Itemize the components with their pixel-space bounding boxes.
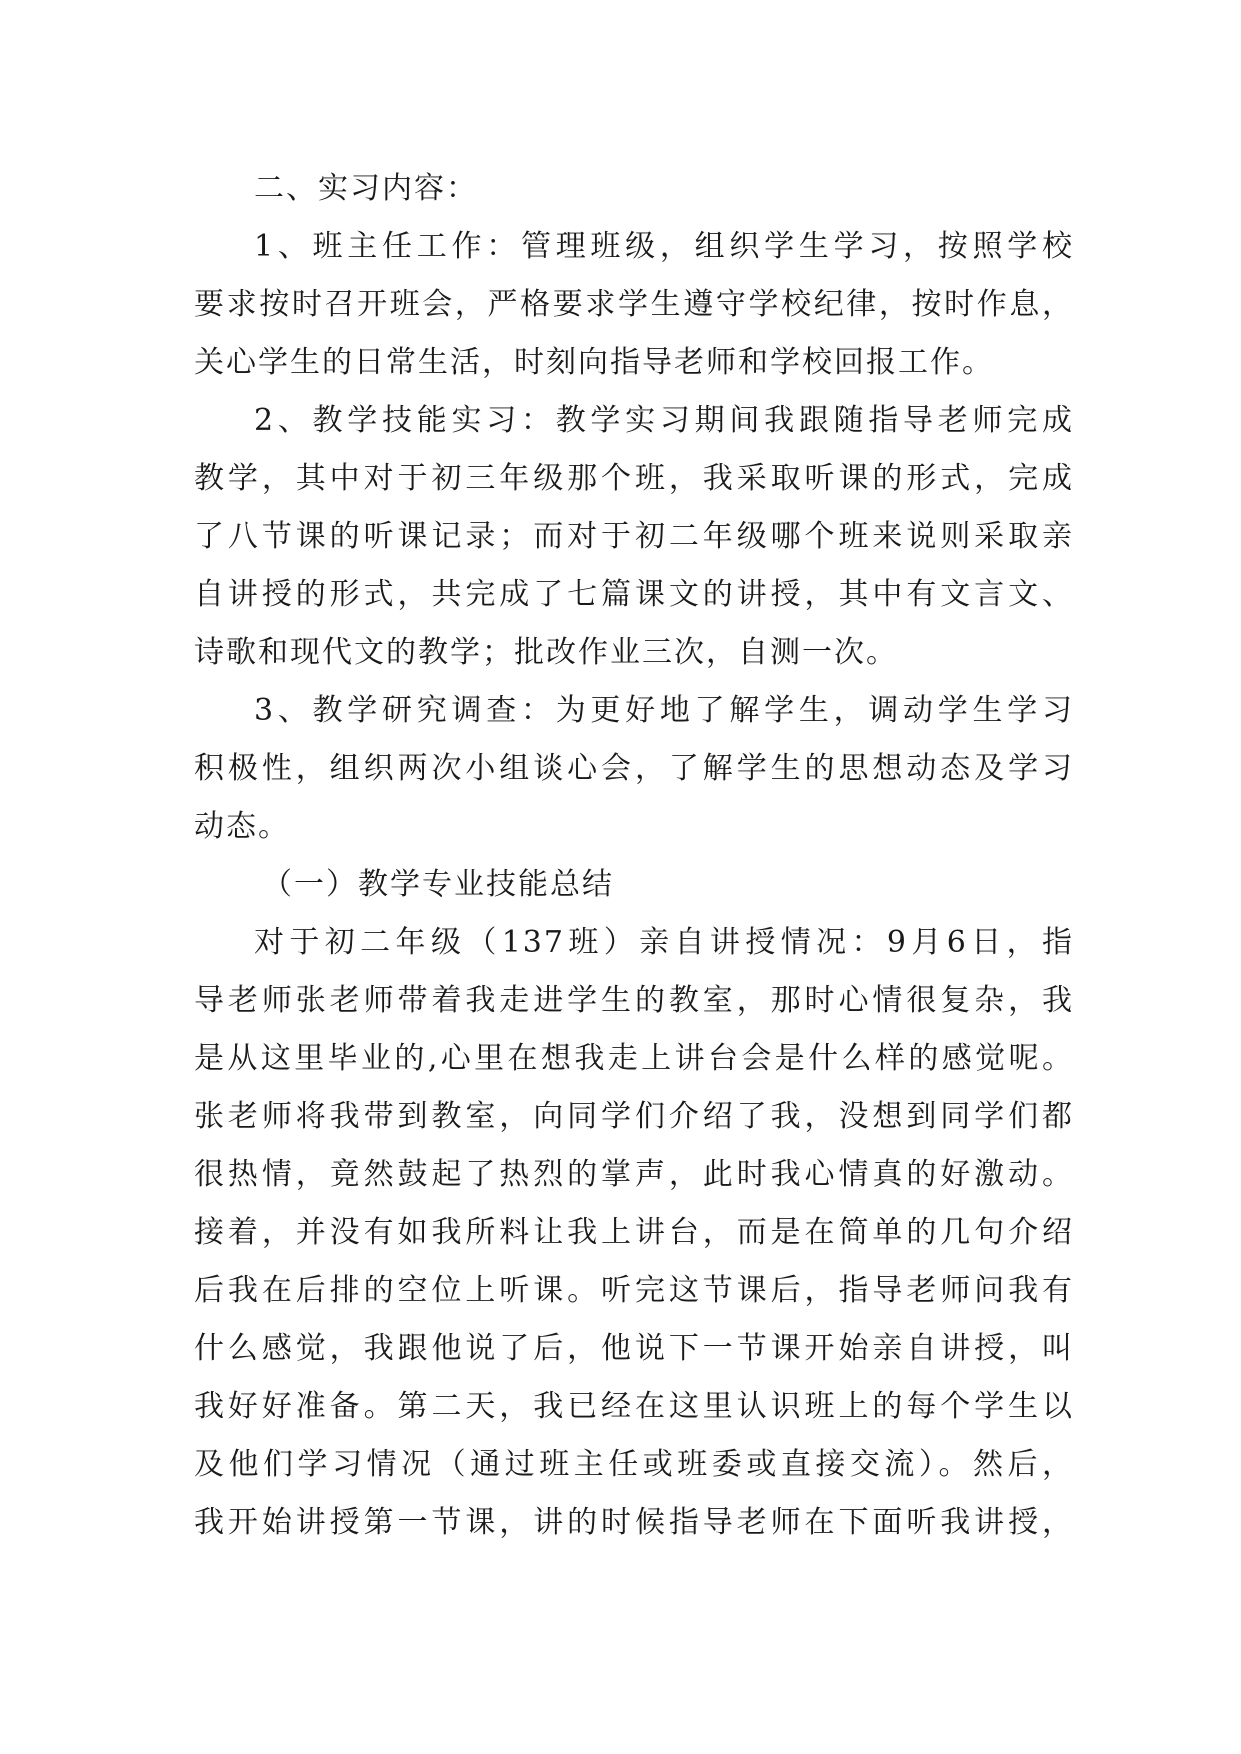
paragraph-line: 1、班主任工作：管理班级，组织学生学习，按照学校 xyxy=(254,229,1074,264)
section-heading: 二、实习内容： xyxy=(254,171,478,206)
paragraph-line: 很热情，竟然鼓起了热烈的掌声，此时我心情真的好激动。 xyxy=(194,1157,1074,1192)
paragraph-line: 接着，并没有如我所料让我上讲台，而是在简单的几句介绍 xyxy=(194,1215,1074,1250)
subsection-heading: （一）教学专业技能总结 xyxy=(262,867,614,902)
paragraph-line: 后我在后排的空位上听课。听完这节课后，指导老师问我有 xyxy=(194,1273,1074,1308)
paragraph-line: 我好好准备。第二天，我已经在这里认识班上的每个学生以 xyxy=(194,1389,1074,1424)
paragraph-line: 2、教学技能实习：教学实习期间我跟随指导老师完成 xyxy=(254,403,1074,438)
paragraph-line: 积极性，组织两次小组谈心会，了解学生的思想动态及学习 xyxy=(194,751,1074,786)
paragraph-line: 张老师将我带到教室，向同学们介绍了我，没想到同学们都 xyxy=(194,1099,1074,1134)
paragraph-line: 我开始讲授第一节课，讲的时候指导老师在下面听我讲授， xyxy=(194,1505,1074,1540)
paragraph-line: 及他们学习情况（通过班主任或班委或直接交流）。然后， xyxy=(194,1447,1074,1482)
document-body xyxy=(194,160,1074,1552)
paragraph-line: 导老师张老师带着我走进学生的教室，那时心情很复杂，我 xyxy=(194,983,1074,1018)
paragraph-line: 了八节课的听课记录；而对于初二年级哪个班来说则采取亲 xyxy=(194,519,1074,554)
paragraph-line: 教学，其中对于初三年级那个班，我采取听课的形式，完成 xyxy=(194,461,1074,496)
paragraph-line: 诗歌和现代文的教学；批改作业三次，自测一次。 xyxy=(194,635,898,670)
paragraph-line: 自讲授的形式，共完成了七篇课文的讲授，其中有文言文、 xyxy=(194,577,1074,612)
paragraph-line: 对于初二年级（137班）亲自讲授情况：9月6日，指 xyxy=(254,925,1074,960)
paragraph-line: 要求按时召开班会，严格要求学生遵守学校纪律，按时作息， xyxy=(194,287,1074,322)
paragraph-line: 关心学生的日常生活，时刻向指导老师和学校回报工作。 xyxy=(194,345,994,380)
paragraph-line: 是从这里毕业的,心里在想我走上讲台会是什么样的感觉呢。 xyxy=(194,1041,1074,1076)
paragraph-line: 3、教学研究调查：为更好地了解学生，调动学生学习 xyxy=(254,693,1074,728)
paragraph-line: 什么感觉，我跟他说了后，他说下一节课开始亲自讲授，叫 xyxy=(194,1331,1074,1366)
paragraph-line: 动态。 xyxy=(194,809,290,844)
